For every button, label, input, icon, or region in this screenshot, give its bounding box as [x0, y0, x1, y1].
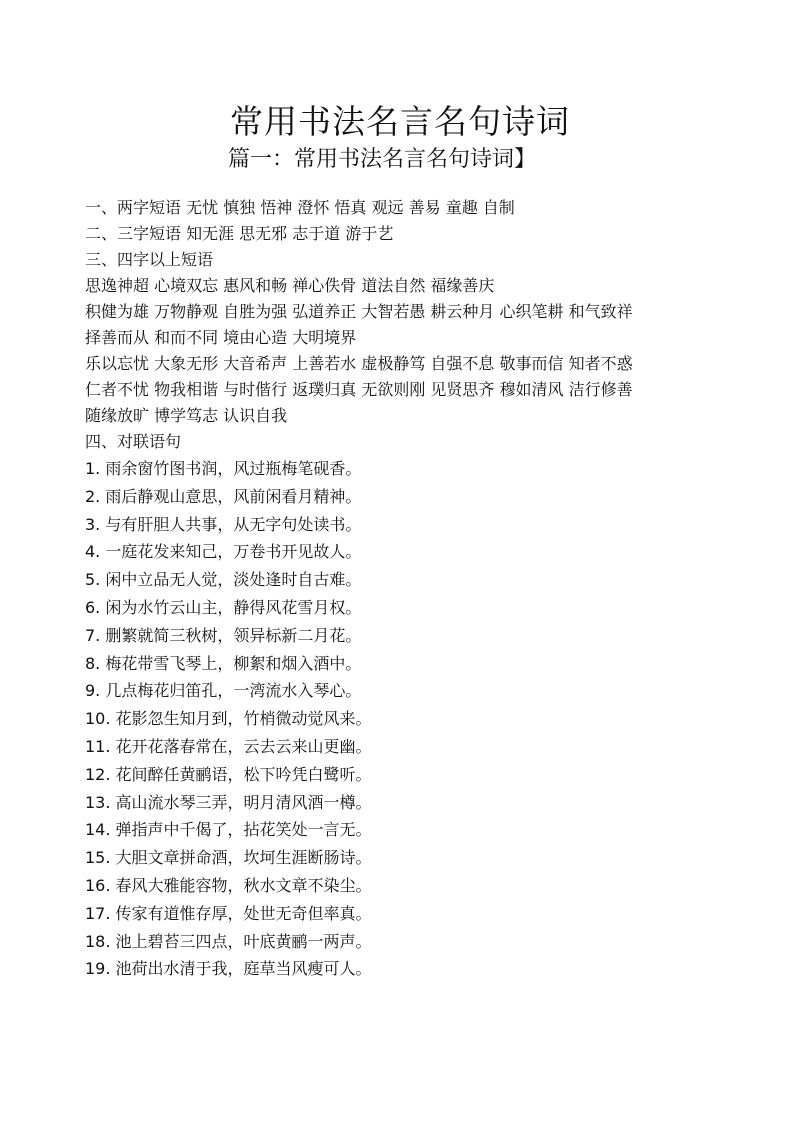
page-title: 常用书法名言名句诗词 [230, 102, 570, 141]
text-line: 仁者不忧 物我相谐 与时偕行 返璞归真 无欲则刚 见贤思齐 穆如清风 洁行修善 [85, 380, 633, 399]
text-line: 二、三字短语 知无涯 思无邪 志于道 游于艺 [85, 224, 394, 243]
couplet-item: 1. 雨余窗竹图书润，风过瓶梅笔砚香。 [85, 459, 362, 478]
text-line: 三、四字以上短语 [85, 250, 214, 269]
couplet-item: 19. 池荷出水清于我，庭草当风瘦可人。 [85, 959, 372, 979]
couplet-item: 9. 几点梅花归笛孔，一湾流水入琴心。 [85, 681, 362, 701]
text-line: 一、两字短语 无忧 慎独 悟神 澄怀 悟真 观远 善易 童趣 自制 [85, 198, 515, 217]
couplet-item: 13. 高山流水琴三弄，明月清风酒一樽。 [85, 792, 372, 812]
couplet-item: 11. 花开花落春常在，云去云来山更幽。 [85, 736, 372, 756]
text-line: 随缘放旷 博学笃志 认识自我 [85, 406, 288, 425]
couplet-item: 14. 弹指声中千偈了，拈花笑处一言无。 [85, 820, 372, 840]
couplet-item: 2. 雨后静观山意思，风前闲看月精神。 [85, 486, 362, 506]
couplet-list [85, 455, 785, 983]
text-line: 四、对联语句 [85, 432, 182, 451]
page-subtitle: 篇一：常用书法名言名句诗词】 [228, 147, 537, 172]
couplet-item: 8. 梅花带雪飞琴上，柳絮和烟入酒中。 [85, 653, 362, 673]
text-line: 乐以忘忧 大象无形 大音希声 上善若水 虚极静笃 自强不息 敬事而信 知者不惑 [85, 354, 633, 373]
text-line: 思逸神超 心境双忘 惠风和畅 禅心佚骨 道法自然 福缘善庆 [85, 276, 495, 295]
couplet-item: 6. 闲为水竹云山主，静得风花雪月权。 [85, 597, 362, 617]
text-line: 积健为雄 万物静观 自胜为强 弘道养正 大智若愚 耕云种月 心织笔耕 和气致祥 [85, 302, 633, 321]
phrase-section [85, 195, 785, 455]
couplet-item: 15. 大胆文章拼命酒，坎坷生涯断肠诗。 [85, 848, 372, 868]
couplet-item: 4. 一庭花发来知己，万卷书开见故人。 [85, 542, 362, 562]
couplet-item: 16. 春风大雅能容物，秋水文章不染尘。 [85, 875, 372, 895]
couplet-item: 18. 池上碧苔三四点，叶底黄鹂一两声。 [85, 931, 372, 951]
couplet-item: 17. 传家有道惟存厚，处世无奇但率真。 [85, 903, 372, 923]
couplet-item: 5. 闲中立品无人觉，淡处逢时自古难。 [85, 570, 362, 590]
couplet-item: 3. 与有肝胆人共事，从无字句处读书。 [85, 514, 362, 534]
couplet-item: 7. 删繁就简三秋树，领异标新二月花。 [85, 625, 362, 645]
couplet-item: 12. 花间醉任黄鹂语，松下吟凭白鹭听。 [85, 764, 372, 784]
couplet-item: 10. 花影忽生知月到，竹梢微动觉风来。 [85, 709, 372, 729]
text-line: 择善而从 和而不同 境由心造 大明境界 [85, 328, 357, 347]
